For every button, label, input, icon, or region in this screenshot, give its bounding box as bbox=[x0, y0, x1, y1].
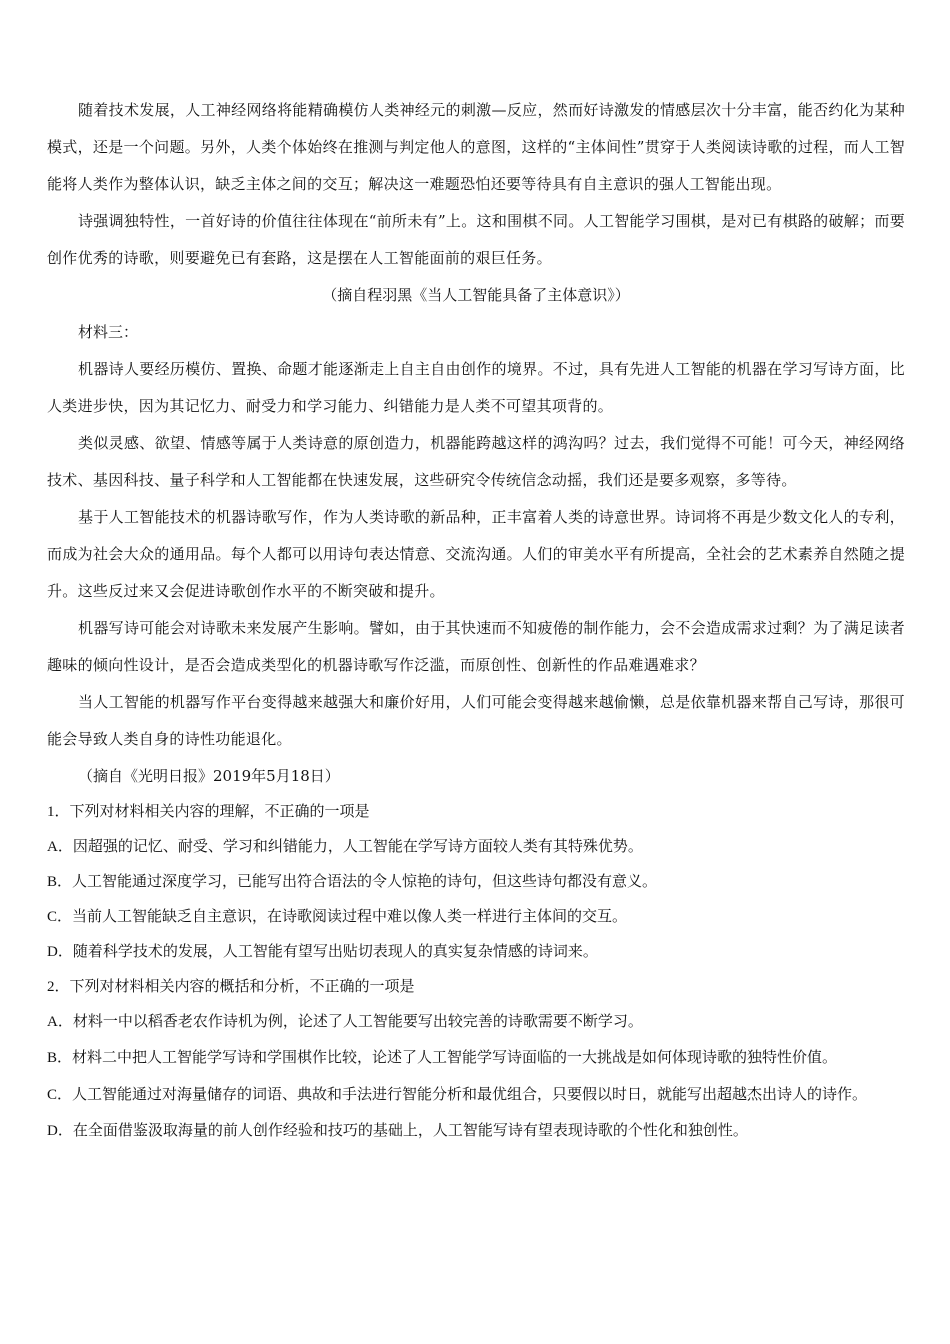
question-2-option-c: C．人工智能通过对海量储存的词语、典故和手法进行智能分析和最优组合，只要假以时日，就能写出超越杰出诗人的诗作。 bbox=[47, 1087, 868, 1103]
passage-paragraph-2: 诗强调独特性，一首好诗的价值往往体现在“前所未有”上。这和围棋不同。人工智能学习围棋，是对已有棋路的破解；而要创作优秀的诗歌，则要避免已有套路，这是摆在人工智能面前的艰巨任务。 bbox=[47, 212, 905, 267]
passage-paragraph-4: 类似灵感、欲望、情感等属于人类诗意的原创造力，机器能跨越这样的鸿沟吗？过去，我们觉得不可能！可今天，神经网络技术、基因科技、量子科学和人工智能都在快速发展，这些研究令传统信念动摇，我们还是要多观察，多等待。 bbox=[47, 434, 905, 489]
question-2-option-b: B．材料二中把人工智能学写诗和学围棋作比较，论述了人工智能学写诗面临的一大挑战是如何体现诗歌的独特性价值。 bbox=[47, 1050, 838, 1066]
citation-material-2: （摘自程羽黑《当人工智能具备了主体意识》） bbox=[322, 286, 630, 304]
material-3-label: 材料三： bbox=[78, 323, 139, 341]
question-1-option-b: B．人工智能通过深度学习，已能写出符合语法的令人惊艳的诗句，但这些诗句都没有意义。 bbox=[47, 874, 658, 890]
passage-paragraph-1: 随着技术发展，人工神经网络将能精确模仿人类神经元的刺激—反应，然而好诗激发的情感层次十分丰富，能否约化为某种模式，还是一个问题。另外，人类个体始终在推测与判定他人的意图，这样的“主体间性”贯穿于人类阅读诗歌的过程，而人工智能将人类作为整体认识，缺乏主体之间的交互；解决这一难题恐怕还要等待具有自主意识的强人工智能出现。 bbox=[47, 101, 905, 193]
question-2-stem: 2．下列对材料相关内容的概括和分析，不正确的一项是 bbox=[47, 979, 415, 995]
passage-paragraph-3: 机器诗人要经历模仿、置换、命题才能逐渐走上自主自由创作的境界。不过，具有先进人工智能的机器在学习写诗方面，比人类进步快，因为其记忆力、耐受力和学习能力、纠错能力是人类不可望其项背的。 bbox=[47, 360, 905, 415]
question-1 bbox=[47, 795, 905, 970]
question-2-option-d: D．在全面借鉴汲取海量的前人创作经验和技巧的基础上，人工智能写诗有望表现诗歌的个性化和独创性。 bbox=[47, 1123, 748, 1139]
passage-paragraph-6: 机器写诗可能会对诗歌未来发展产生影响。譬如，由于其快速而不知疲倦的制作能力，会不会造成需求过剩？为了满足读者趣味的倾向性设计，是否会造成类型化的机器诗歌写作泛滥，而原创性、创新性的作品难遇难求？ bbox=[47, 619, 905, 674]
question-1-option-c: C．当前人工智能缺乏自主意识，在诗歌阅读过程中难以像人类一样进行主体间的交互。 bbox=[47, 909, 628, 925]
question-1-option-d: D．随着科学技术的发展，人工智能有望写出贴切表现人的真实复杂情感的诗词来。 bbox=[47, 944, 598, 960]
document-content bbox=[47, 92, 905, 1149]
citation-material-3: （摘自《光明日报》2019年5月18日） bbox=[78, 767, 340, 785]
question-2-option-a: A．材料一中以稻香老农作诗机为例，论述了人工智能要写出较完善的诗歌需要不断学习。 bbox=[47, 1014, 643, 1030]
passage-paragraph-5: 基于人工智能技术的机器诗歌写作，作为人类诗歌的新品种，正丰富着人类的诗意世界。诗词将不再是少数文化人的专利，而成为社会大众的通用品。每个人都可以用诗句表达情意、交流沟通。人们的审美水平有所提高，全社会的艺术素养自然随之提升。这些反过来又会促进诗歌创作水平的不断突破和提升。 bbox=[47, 508, 905, 600]
passage-paragraph-7: 当人工智能的机器写作平台变得越来越强大和廉价好用，人们可能会变得越来越偷懒，总是依靠机器来帮自己写诗，那很可能会导致人类自身的诗性功能退化。 bbox=[47, 693, 905, 748]
question-1-stem: 1．下列对材料相关内容的理解，不正确的一项是 bbox=[47, 804, 370, 820]
question-1-option-a: A．因超强的记忆、耐受、学习和纠错能力，人工智能在学写诗方面较人类有其特殊优势。 bbox=[47, 839, 643, 855]
question-2 bbox=[47, 970, 905, 1149]
